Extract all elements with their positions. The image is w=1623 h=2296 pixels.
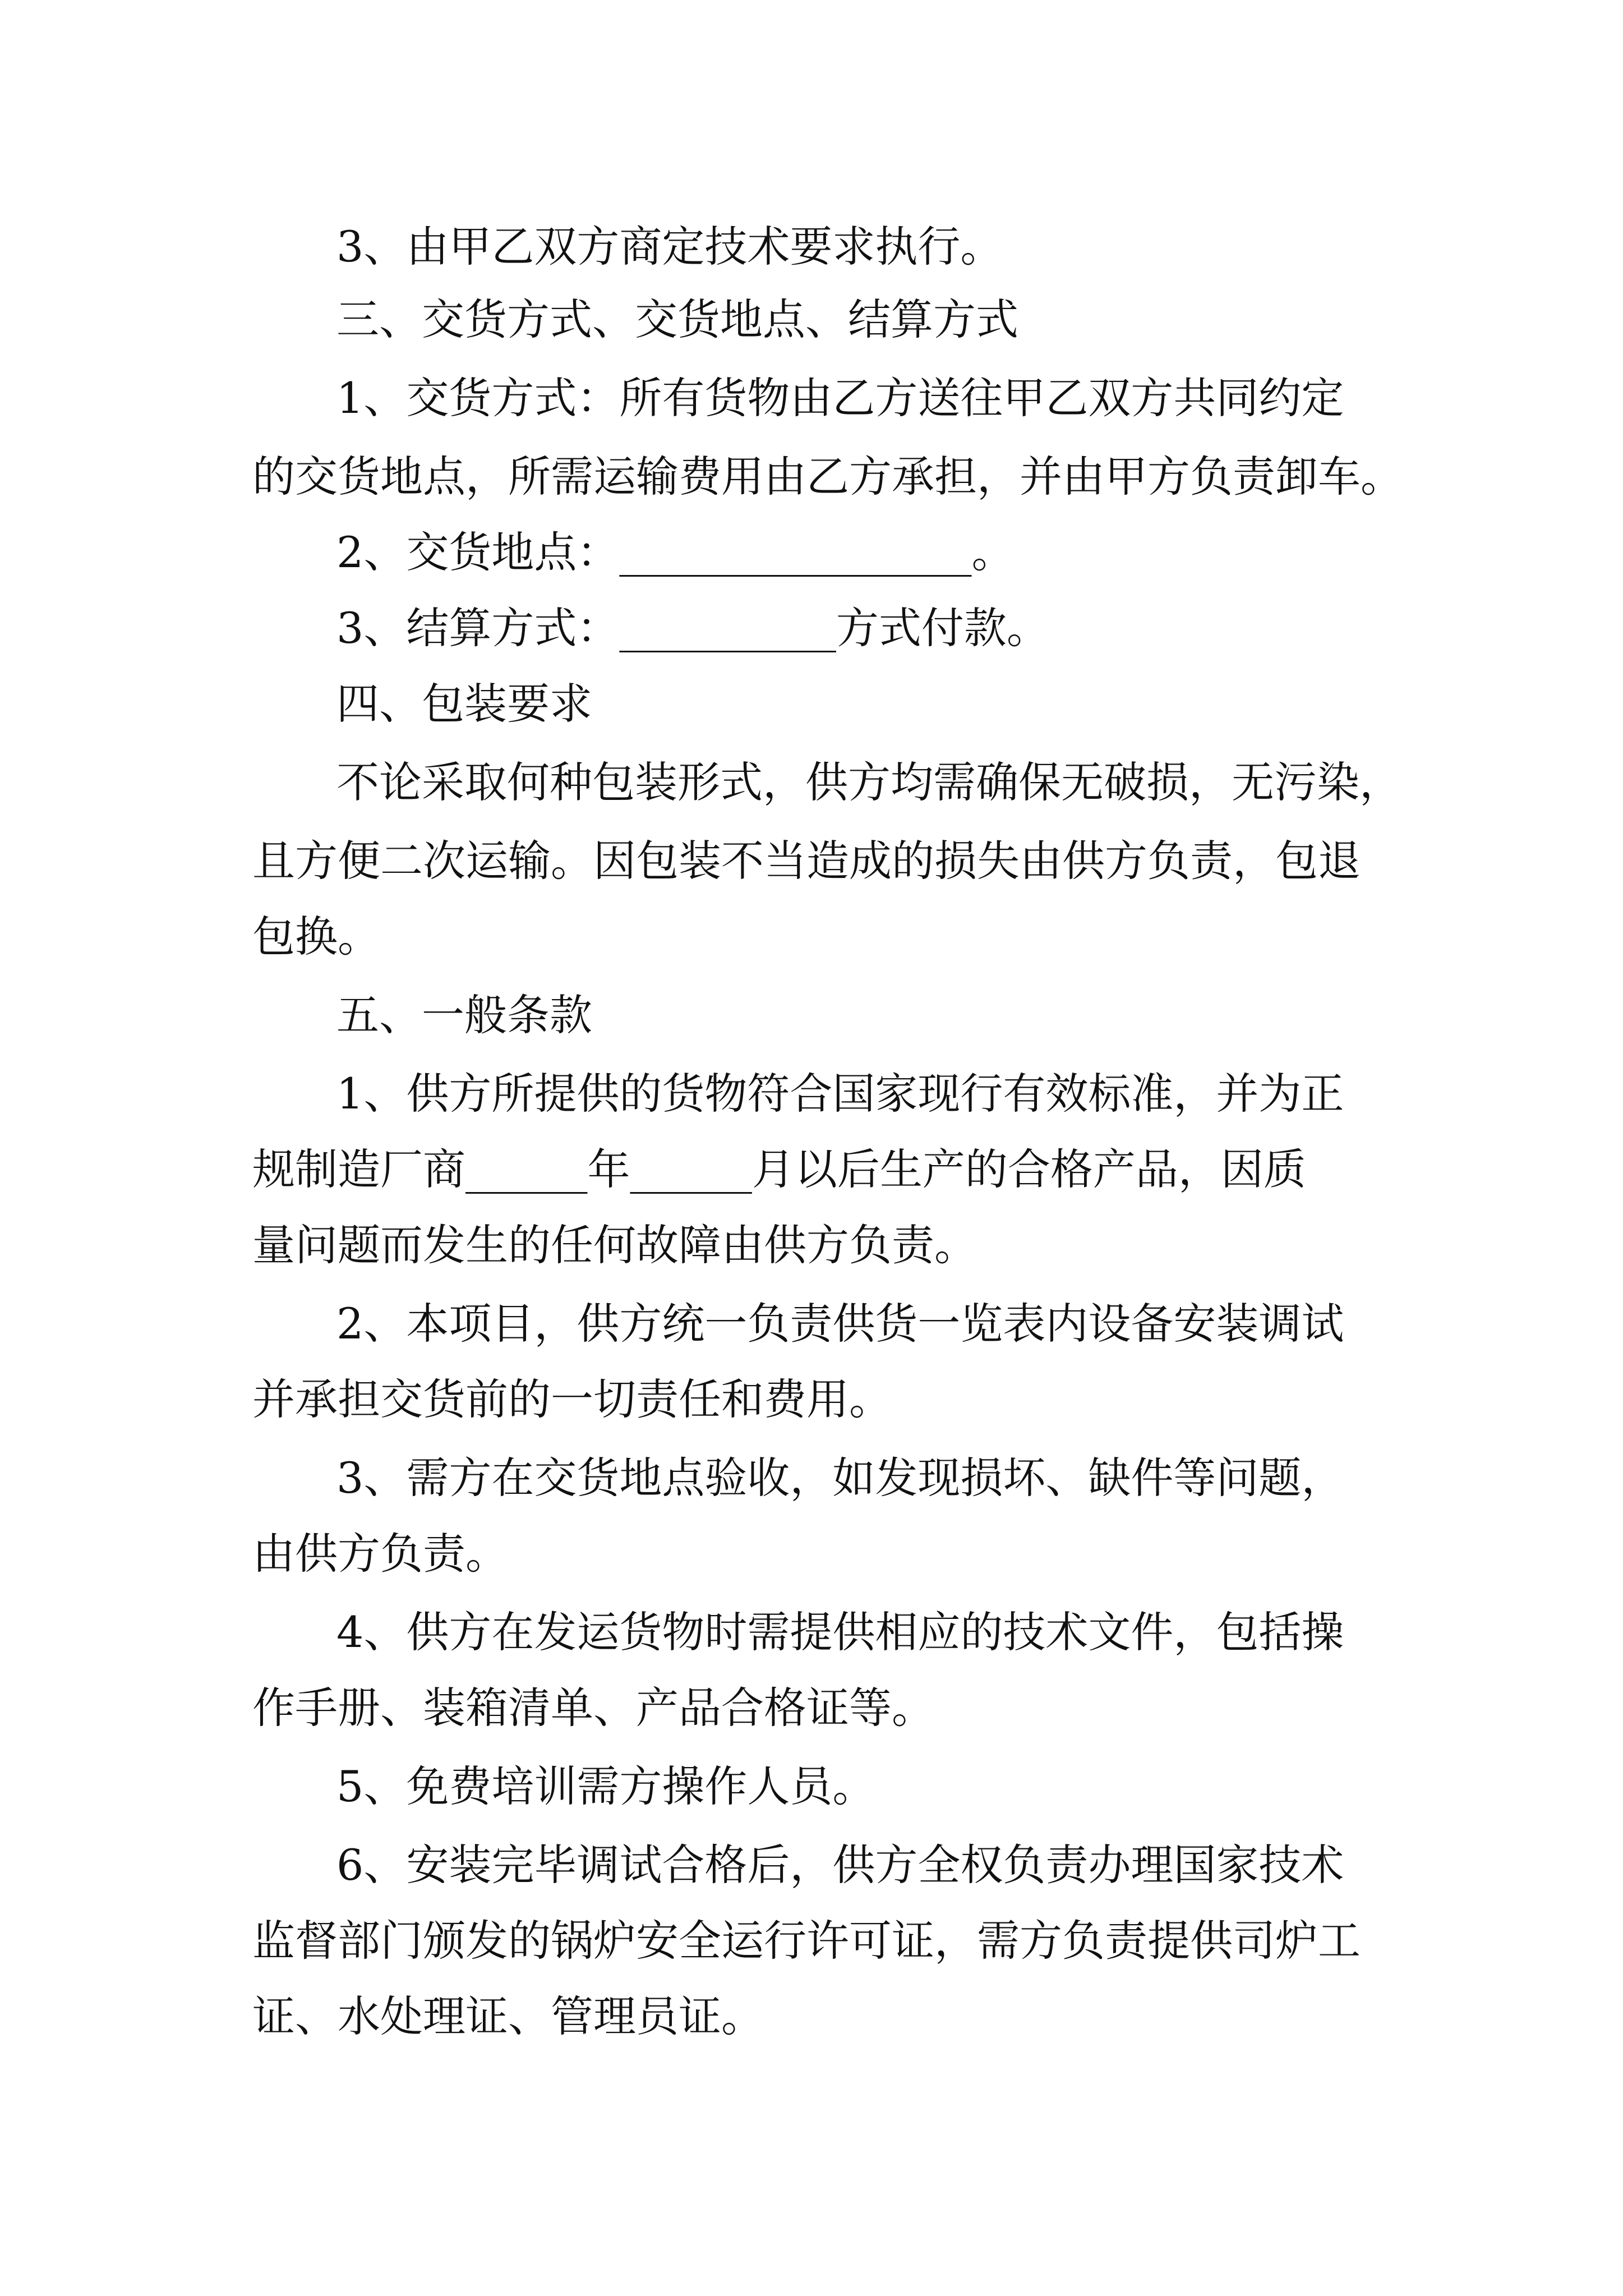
line-text: 5、免费培训需方操作人员。 — [336, 1761, 875, 1811]
line-text: 并承担交货前的一切责任和费用。 — [252, 1374, 892, 1424]
line-suffix: 月以后生产的合格产品，因质 — [751, 1144, 1306, 1194]
paragraph-line — [336, 1285, 1344, 1363]
line-suffix: 方式付款。 — [836, 603, 1049, 653]
line-text: 3、由甲乙双方商定技术要求执行。 — [336, 222, 1003, 272]
paragraph-line — [252, 438, 1403, 516]
line-text: 监督部门颁发的锅炉安全运行许可证，需方负责提供司炉工 — [252, 1916, 1361, 1966]
line-text: 1、交货方式：所有货物由乙方送往甲乙双方共同约定 — [336, 373, 1344, 423]
line-text: 不论采取何种包装形式，供方均需确保无破损，无污染， — [336, 757, 1402, 807]
heading-text: 五、一般条款 — [336, 990, 592, 1040]
paragraph-line — [252, 898, 380, 976]
line-text: 6、安装完毕调试合格后，供方全权负责办理国家技术 — [336, 1840, 1344, 1890]
paragraph-line — [252, 1360, 892, 1439]
manufacture-date-line — [252, 1130, 1306, 1209]
paragraph-line — [252, 1669, 934, 1747]
line-text: 且方便二次运输。因包装不当造成的损失由供方负责，包退 — [252, 836, 1361, 886]
paragraph-line — [252, 1977, 764, 2056]
paragraph-line — [252, 1902, 1361, 1980]
settlement-method-blank — [619, 603, 836, 653]
line-text: 证、水处理证、管理员证。 — [252, 1991, 764, 2041]
line-text: 量问题而发生的任何故障由供方负责。 — [252, 1220, 977, 1270]
line-prefix: 规制造厂商 — [252, 1144, 465, 1194]
paragraph-line — [336, 1055, 1344, 1133]
paragraph-line — [336, 1593, 1344, 1672]
section-heading — [336, 976, 592, 1055]
delivery-location-blank — [619, 527, 971, 577]
line-prefix: 3、结算方式： — [336, 603, 620, 653]
line-text: 包换。 — [252, 912, 380, 961]
month-blank — [630, 1144, 751, 1194]
paragraph-line — [336, 1747, 875, 1826]
line-text: 1、供方所提供的货物符合国家现行有效标准，并为正 — [336, 1069, 1344, 1119]
line-text: 由供方负责。 — [252, 1529, 508, 1579]
section-heading — [336, 665, 592, 743]
line-text: 作手册、装箱清单、产品合格证等。 — [252, 1683, 934, 1733]
paragraph-line — [336, 208, 1003, 286]
settlement-method-line — [336, 589, 1049, 668]
year-blank — [465, 1144, 587, 1194]
paragraph-line — [252, 1515, 508, 1593]
paragraph-line — [252, 1206, 977, 1285]
line-text: 4、供方在发运货物时需提供相应的技术文件，包括操 — [336, 1607, 1344, 1657]
heading-text: 四、包装要求 — [336, 679, 592, 729]
delivery-location-line — [336, 513, 1014, 592]
paragraph-line — [336, 1439, 1344, 1517]
line-text: 3、需方在交货地点验收，如发现损坏、缺件等问题， — [336, 1453, 1344, 1503]
paragraph-line — [336, 1826, 1344, 1904]
section-heading — [336, 280, 1018, 359]
line-suffix: 。 — [971, 527, 1015, 577]
year-label: 年 — [587, 1144, 630, 1194]
line-text: 2、本项目，供方统一负责供货一览表内设备安装调试 — [336, 1299, 1344, 1349]
paragraph-line — [336, 743, 1402, 822]
line-prefix: 2、交货地点： — [336, 527, 620, 577]
line-text: 的交货地点，所需运输费用由乙方承担，并由甲方负责卸车。 — [252, 452, 1403, 501]
paragraph-line — [252, 822, 1361, 900]
heading-text: 三、交货方式、交货地点、结算方式 — [336, 295, 1018, 344]
paragraph-line — [336, 359, 1344, 438]
